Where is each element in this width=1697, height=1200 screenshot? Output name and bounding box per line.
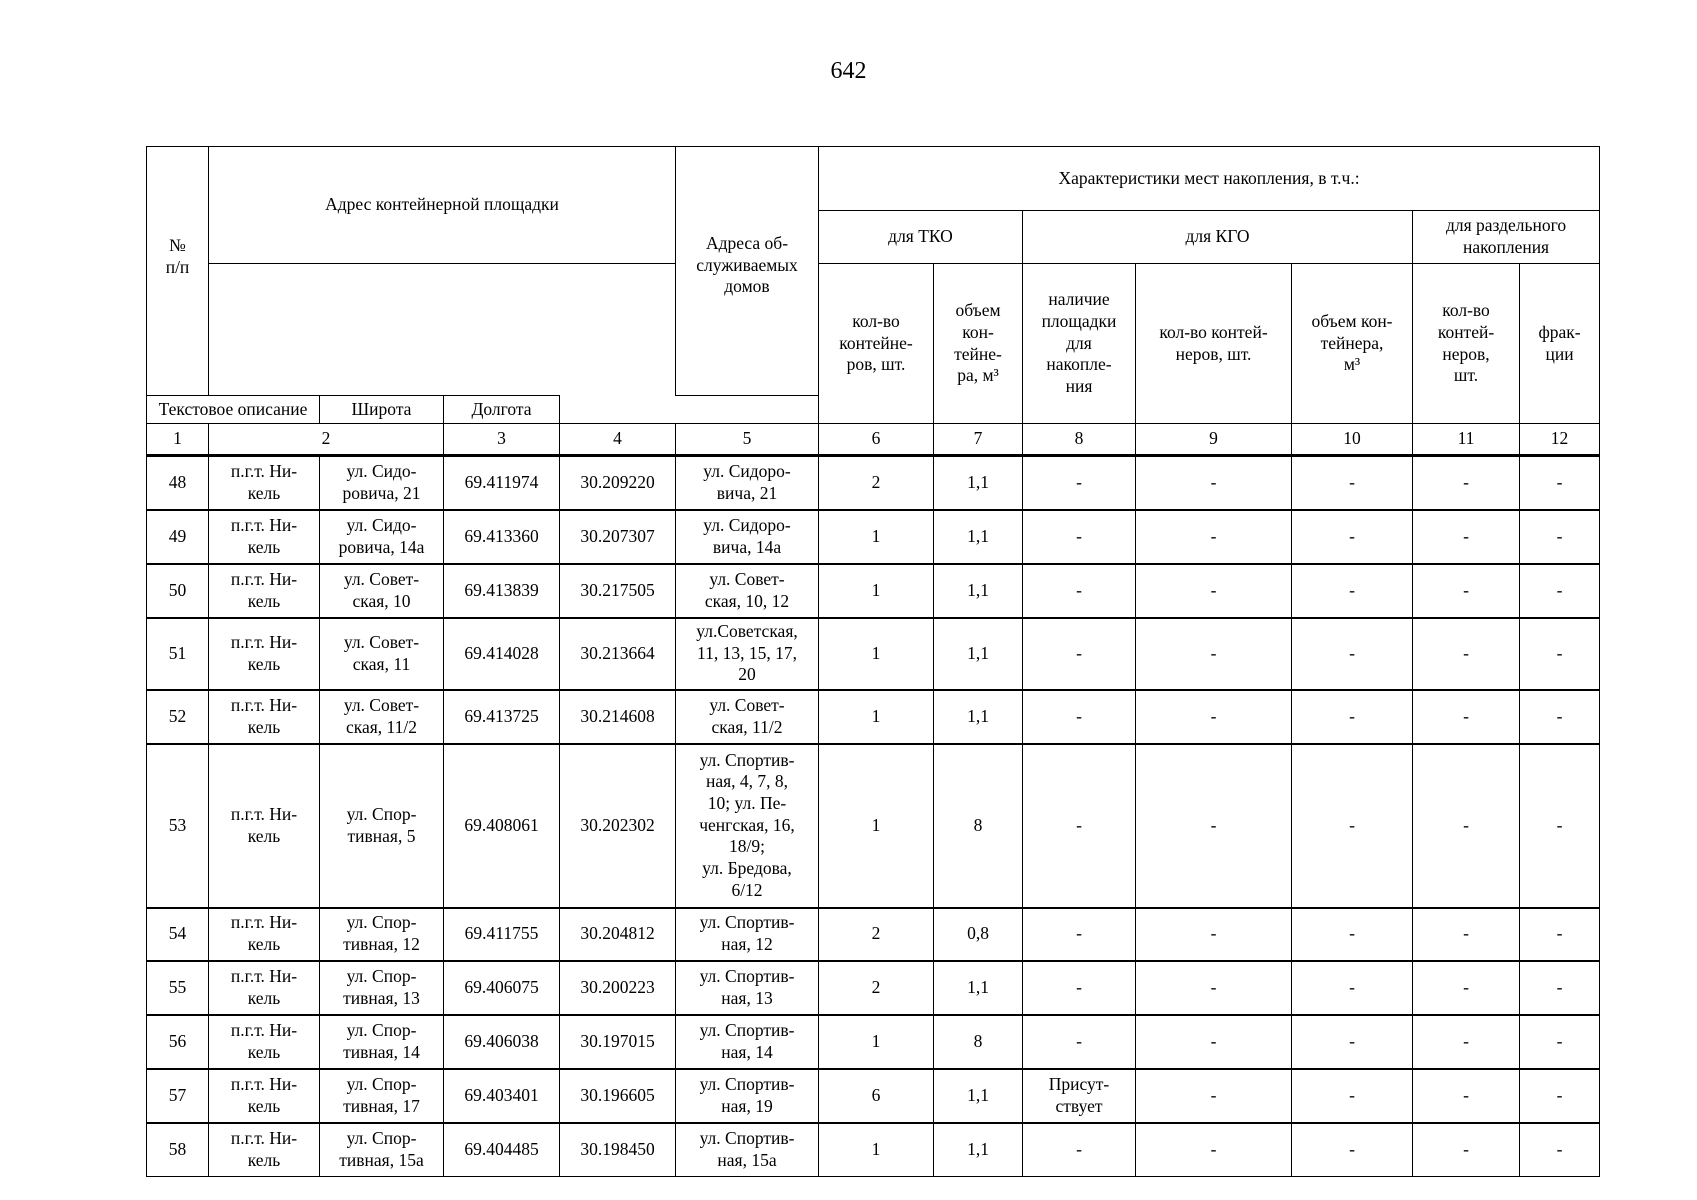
row-sep-fractions: - <box>1520 744 1600 908</box>
row-sep-count: - <box>1413 510 1520 564</box>
row-kgo-volume: - <box>1292 510 1413 564</box>
row-kgo-volume: - <box>1292 1015 1413 1069</box>
row-kgo-count: - <box>1136 908 1292 961</box>
row-sep-fractions: - <box>1520 564 1600 618</box>
row-longitude: 30.197015 <box>560 1015 676 1069</box>
row-settlement: п.г.т. Ни- кель <box>209 690 320 744</box>
row-kgo-count: - <box>1136 1015 1292 1069</box>
row-latitude: 69.411974 <box>444 456 560 510</box>
row-kgo-count: - <box>1136 744 1292 908</box>
row-tko-volume: 1,1 <box>934 1069 1023 1123</box>
row-served-addresses: ул.Советская, 11, 13, 15, 17, 20 <box>676 618 819 690</box>
row-sep-count: - <box>1413 961 1520 1015</box>
row-tko-volume: 1,1 <box>934 690 1023 744</box>
header-kgo-presence: наличие площадки для накопле- ния <box>1023 264 1136 424</box>
row-kgo-presence: - <box>1023 1015 1136 1069</box>
column-number: 6 <box>819 424 934 456</box>
row-tko-count: 2 <box>819 456 934 510</box>
row-kgo-count: - <box>1136 510 1292 564</box>
header-tko-count: кол-во контейне- ров, шт. <box>819 264 934 424</box>
row-settlement: п.г.т. Ни- кель <box>209 564 320 618</box>
row-served-addresses: ул. Совет- ская, 10, 12 <box>676 564 819 618</box>
row-number: 51 <box>147 618 209 690</box>
row-street: ул. Совет- ская, 11 <box>320 618 444 690</box>
row-kgo-volume: - <box>1292 961 1413 1015</box>
row-settlement: п.г.т. Ни- кель <box>209 744 320 908</box>
row-latitude: 69.406075 <box>444 961 560 1015</box>
row-number: 54 <box>147 908 209 961</box>
row-number: 57 <box>147 1069 209 1123</box>
header-for-kgo: для КГО <box>1023 211 1413 264</box>
row-kgo-presence: - <box>1023 908 1136 961</box>
column-number: 11 <box>1413 424 1520 456</box>
row-latitude: 69.413360 <box>444 510 560 564</box>
row-settlement: п.г.т. Ни- кель <box>209 510 320 564</box>
table-row <box>147 456 1600 510</box>
row-sep-fractions: - <box>1520 690 1600 744</box>
row-tko-count: 1 <box>819 744 934 908</box>
row-tko-count: 1 <box>819 618 934 690</box>
page-number: 642 <box>830 58 867 84</box>
row-sep-count: - <box>1413 690 1520 744</box>
row-tko-count: 1 <box>819 510 934 564</box>
row-kgo-volume: - <box>1292 618 1413 690</box>
header-latitude: Широта <box>320 396 444 424</box>
row-longitude: 30.217505 <box>560 564 676 618</box>
row-latitude: 69.403401 <box>444 1069 560 1123</box>
row-kgo-volume: - <box>1292 564 1413 618</box>
row-served-addresses: ул. Сидоро- вича, 14а <box>676 510 819 564</box>
row-longitude: 30.198450 <box>560 1123 676 1177</box>
column-number: 7 <box>934 424 1023 456</box>
row-served-addresses: ул. Спортив- ная, 15а <box>676 1123 819 1177</box>
row-kgo-volume: - <box>1292 1123 1413 1177</box>
table-row <box>147 618 1600 690</box>
container-sites-table <box>146 146 1600 1177</box>
row-sep-fractions: - <box>1520 961 1600 1015</box>
row-kgo-presence: - <box>1023 510 1136 564</box>
table-row <box>147 744 1600 908</box>
table-header <box>147 147 1600 456</box>
row-latitude: 69.413725 <box>444 690 560 744</box>
header-sep-fractions: фрак- ции <box>1520 264 1600 424</box>
header-text-description: Текстовое описание <box>147 396 320 424</box>
header-characteristics: Характеристики мест накопления, в т.ч.: <box>819 147 1600 211</box>
row-number: 58 <box>147 1123 209 1177</box>
row-street: ул. Сидо- ровича, 14а <box>320 510 444 564</box>
row-kgo-count: - <box>1136 564 1292 618</box>
row-longitude: 30.196605 <box>560 1069 676 1123</box>
row-kgo-volume: - <box>1292 1069 1413 1123</box>
row-sep-fractions: - <box>1520 908 1600 961</box>
row-longitude: 30.202302 <box>560 744 676 908</box>
row-street: ул. Спор- тивная, 14 <box>320 1015 444 1069</box>
row-tko-volume: 1,1 <box>934 618 1023 690</box>
column-number: 2 <box>209 424 444 456</box>
row-sep-fractions: - <box>1520 510 1600 564</box>
header-address: Адрес контейнерной площадки <box>209 147 676 264</box>
row-street: ул. Спор- тивная, 15а <box>320 1123 444 1177</box>
row-street: ул. Совет- ская, 10 <box>320 564 444 618</box>
row-sep-fractions: - <box>1520 1069 1600 1123</box>
row-tko-volume: 1,1 <box>934 564 1023 618</box>
row-settlement: п.г.т. Ни- кель <box>209 908 320 961</box>
row-kgo-presence: - <box>1023 1123 1136 1177</box>
row-kgo-presence: - <box>1023 618 1136 690</box>
row-sep-count: - <box>1413 1069 1520 1123</box>
row-sep-fractions: - <box>1520 1015 1600 1069</box>
row-kgo-count: - <box>1136 690 1292 744</box>
row-kgo-volume: - <box>1292 690 1413 744</box>
row-tko-count: 1 <box>819 690 934 744</box>
row-longitude: 30.209220 <box>560 456 676 510</box>
row-served-addresses: ул. Спортив- ная, 4, 7, 8, 10; ул. Пе- ченгская, 16, 18/9; ул. Бредова, 6/12 <box>676 744 819 908</box>
row-kgo-volume: - <box>1292 744 1413 908</box>
row-sep-count: - <box>1413 1015 1520 1069</box>
table-row <box>147 961 1600 1015</box>
table-row <box>147 1123 1600 1177</box>
row-street: ул. Спор- тивная, 5 <box>320 744 444 908</box>
row-served-addresses: ул. Спортив- ная, 19 <box>676 1069 819 1123</box>
row-latitude: 69.414028 <box>444 618 560 690</box>
row-kgo-count: - <box>1136 456 1292 510</box>
row-kgo-presence: - <box>1023 690 1136 744</box>
row-longitude: 30.213664 <box>560 618 676 690</box>
row-kgo-presence: Присут- ствует <box>1023 1069 1136 1123</box>
row-tko-count: 2 <box>819 908 934 961</box>
row-longitude: 30.200223 <box>560 961 676 1015</box>
row-sep-count: - <box>1413 744 1520 908</box>
header-served-addresses: Адреса об- служиваемых домов <box>676 147 819 396</box>
header-row-1 <box>147 147 1600 211</box>
row-kgo-count: - <box>1136 1123 1292 1177</box>
column-number: 3 <box>444 424 560 456</box>
row-tko-count: 6 <box>819 1069 934 1123</box>
row-kgo-presence: - <box>1023 456 1136 510</box>
row-tko-volume: 1,1 <box>934 961 1023 1015</box>
row-number: 53 <box>147 744 209 908</box>
row-sep-fractions: - <box>1520 1123 1600 1177</box>
header-address-spacer <box>209 264 676 396</box>
column-number: 5 <box>676 424 819 456</box>
header-kgo-volume: объем кон- тейнера, м³ <box>1292 264 1413 424</box>
row-served-addresses: ул. Сидоро- вича, 21 <box>676 456 819 510</box>
table-row <box>147 564 1600 618</box>
header-row-3 <box>147 264 1600 396</box>
table-body <box>147 456 1600 1177</box>
column-number: 1 <box>147 424 209 456</box>
header-column-numbers <box>147 424 1600 456</box>
row-tko-volume: 1,1 <box>934 1123 1023 1177</box>
row-street: ул. Сидо- ровича, 21 <box>320 456 444 510</box>
row-settlement: п.г.т. Ни- кель <box>209 1123 320 1177</box>
header-kgo-count: кол-во контей- неров, шт. <box>1136 264 1292 424</box>
row-street: ул. Совет- ская, 11/2 <box>320 690 444 744</box>
column-number: 8 <box>1023 424 1136 456</box>
row-tko-count: 2 <box>819 961 934 1015</box>
row-latitude: 69.413839 <box>444 564 560 618</box>
table-row <box>147 690 1600 744</box>
table-row <box>147 510 1600 564</box>
table-row <box>147 908 1600 961</box>
row-kgo-count: - <box>1136 618 1292 690</box>
row-sep-fractions: - <box>1520 456 1600 510</box>
column-number: 9 <box>1136 424 1292 456</box>
row-kgo-volume: - <box>1292 908 1413 961</box>
row-number: 49 <box>147 510 209 564</box>
row-sep-count: - <box>1413 564 1520 618</box>
column-number: 4 <box>560 424 676 456</box>
row-served-addresses: ул. Совет- ская, 11/2 <box>676 690 819 744</box>
row-longitude: 30.204812 <box>560 908 676 961</box>
row-settlement: п.г.т. Ни- кель <box>209 1069 320 1123</box>
row-number: 55 <box>147 961 209 1015</box>
row-number: 56 <box>147 1015 209 1069</box>
table-row <box>147 1015 1600 1069</box>
row-latitude: 69.404485 <box>444 1123 560 1177</box>
row-kgo-presence: - <box>1023 961 1136 1015</box>
row-tko-count: 1 <box>819 564 934 618</box>
row-tko-volume: 1,1 <box>934 456 1023 510</box>
header-num: № п/п <box>147 147 209 396</box>
row-kgo-volume: - <box>1292 456 1413 510</box>
row-tko-count: 1 <box>819 1123 934 1177</box>
row-sep-count: - <box>1413 1123 1520 1177</box>
row-tko-volume: 1,1 <box>934 510 1023 564</box>
column-number: 10 <box>1292 424 1413 456</box>
header-longitude: Долгота <box>444 396 560 424</box>
row-street: ул. Спор- тивная, 12 <box>320 908 444 961</box>
row-sep-fractions: - <box>1520 618 1600 690</box>
header-for-tko: для ТКО <box>819 211 1023 264</box>
row-sep-count: - <box>1413 456 1520 510</box>
row-latitude: 69.406038 <box>444 1015 560 1069</box>
row-kgo-presence: - <box>1023 744 1136 908</box>
header-tko-volume: объем кон- тейне- ра, м³ <box>934 264 1023 424</box>
header-sep-count: кол-во контей- неров, шт. <box>1413 264 1520 424</box>
row-settlement: п.г.т. Ни- кель <box>209 961 320 1015</box>
row-tko-volume: 8 <box>934 744 1023 908</box>
column-number: 12 <box>1520 424 1600 456</box>
row-latitude: 69.408061 <box>444 744 560 908</box>
row-settlement: п.г.т. Ни- кель <box>209 1015 320 1069</box>
row-sep-count: - <box>1413 618 1520 690</box>
row-tko-volume: 0,8 <box>934 908 1023 961</box>
header-for-separate: для раздельного накопления <box>1413 211 1600 264</box>
row-longitude: 30.207307 <box>560 510 676 564</box>
row-served-addresses: ул. Спортив- ная, 13 <box>676 961 819 1015</box>
row-street: ул. Спор- тивная, 17 <box>320 1069 444 1123</box>
row-tko-volume: 8 <box>934 1015 1023 1069</box>
row-served-addresses: ул. Спортив- ная, 12 <box>676 908 819 961</box>
row-kgo-count: - <box>1136 961 1292 1015</box>
row-sep-count: - <box>1413 908 1520 961</box>
row-number: 52 <box>147 690 209 744</box>
row-kgo-count: - <box>1136 1069 1292 1123</box>
row-settlement: п.г.т. Ни- кель <box>209 618 320 690</box>
row-longitude: 30.214608 <box>560 690 676 744</box>
row-kgo-presence: - <box>1023 564 1136 618</box>
row-served-addresses: ул. Спортив- ная, 14 <box>676 1015 819 1069</box>
row-latitude: 69.411755 <box>444 908 560 961</box>
row-number: 48 <box>147 456 209 510</box>
table-row <box>147 1069 1600 1123</box>
row-tko-count: 1 <box>819 1015 934 1069</box>
row-street: ул. Спор- тивная, 13 <box>320 961 444 1015</box>
row-number: 50 <box>147 564 209 618</box>
row-settlement: п.г.т. Ни- кель <box>209 456 320 510</box>
